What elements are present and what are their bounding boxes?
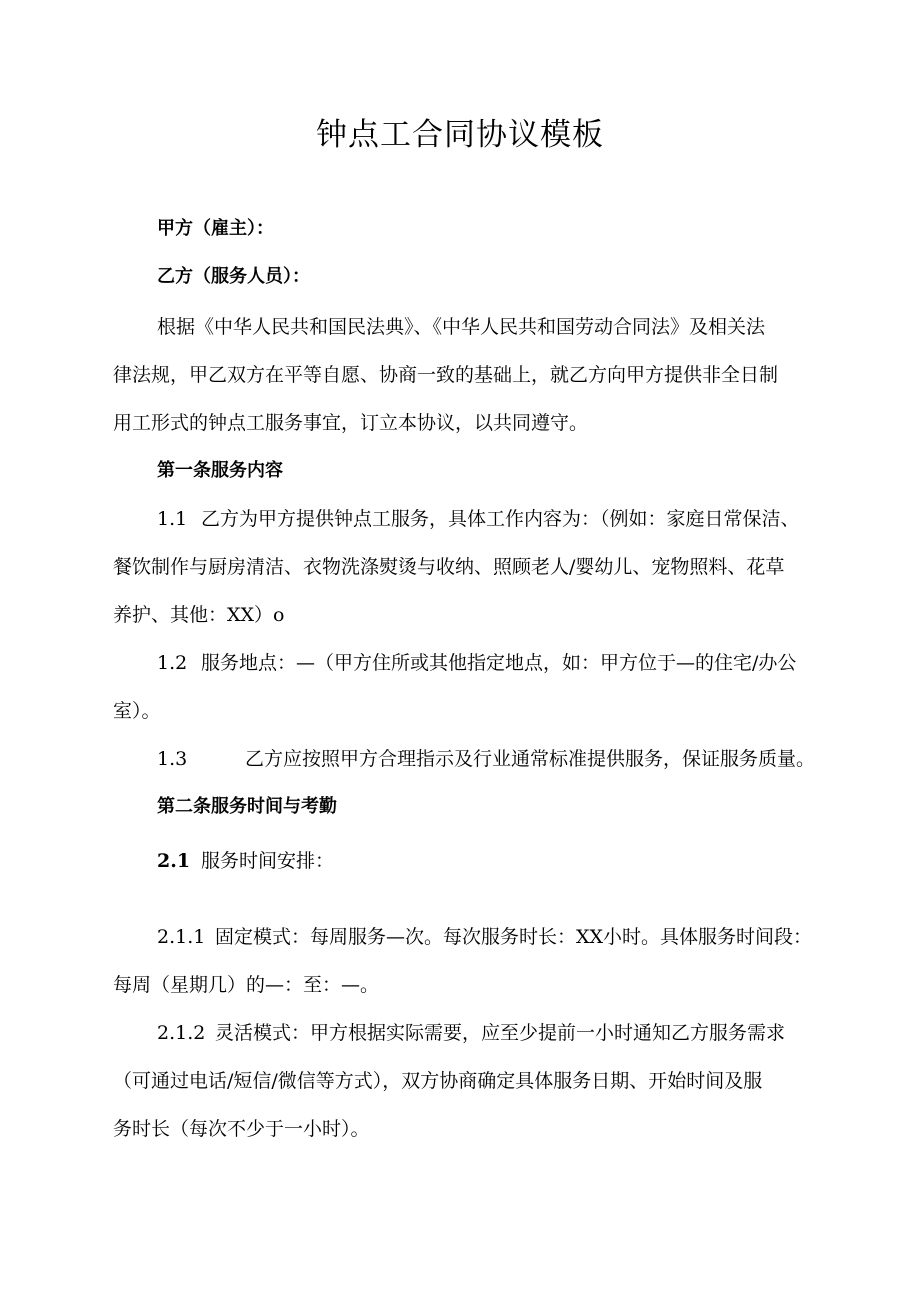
preamble-line: 用工形式的钟点工服务事宜，订立本协议，以共同遵守。 (113, 412, 589, 434)
clause-text: 灵活模式：甲方根据实际需要，应至少提前一小时通知乙方服务需求 (215, 1022, 786, 1044)
clause-2-1 (157, 846, 334, 876)
clause-1-3 (157, 744, 815, 774)
clause-1-2 (157, 648, 796, 678)
clause-text: 服务时间安排： (201, 850, 335, 872)
clause-text: 固定模式：每周服务—次。每次服务时长：XX小时。具体服务时间段： (215, 926, 813, 948)
clause-number: 2.1.2 (157, 1022, 206, 1044)
clause-line: （可通过电话/短信/微信等方式），双方协商确定具体服务日期、开始时间及服 (113, 1070, 763, 1092)
clause-text: 乙方应按照甲方合理指示及行业通常标准提供服务，保证服务质量。 (245, 748, 816, 770)
party-a-label: 甲方（雇主）： (157, 218, 274, 239)
clause-number: 2.1.1 (157, 926, 206, 948)
clause-number: 1.1 (157, 508, 188, 530)
clause-line: 餐饮制作与厨房清洁、衣物洗涤熨烫与收纳、照顾老人/婴幼儿、宠物照料、花草 (113, 556, 785, 578)
preamble-line: 律法规，甲乙双方在平等自愿、协商一致的基础上，就乙方向甲方提供非全日制 (113, 364, 779, 386)
article-2-heading: 第二条服务时间与考勤 (157, 796, 337, 817)
clause-number: 1.2 (157, 652, 188, 674)
clause-text: 乙方为甲方提供钟点工服务，具体工作内容为：（例如：家庭日常保洁、 (201, 508, 800, 530)
clause-2-1-2 (157, 1018, 785, 1048)
party-b-label: 乙方（服务人员）： (157, 266, 310, 287)
clause-text: 服务地点：—（甲方住所或其他指定地点，如：甲方位于—的住宅/办公 (201, 652, 797, 674)
clause-line: 室）。 (113, 700, 161, 722)
clause-line: 每周（星期几）的—：至：—。 (113, 974, 380, 996)
clause-number: 2.1 (157, 850, 191, 872)
document-title: 钟点工合同协议模板 (316, 117, 604, 153)
clause-1-1 (157, 504, 800, 534)
preamble-line: 根据《中华人民共和国民法典》、《中华人民共和国劳动合同法》及相关法 (157, 316, 766, 338)
article-1-heading: 第一条服务内容 (157, 460, 283, 481)
clause-2-1-1 (157, 922, 812, 952)
clause-line: 务时长（每次不少于一小时）。 (113, 1118, 370, 1140)
clause-line: 养护、其他：XX）o (113, 604, 285, 626)
clause-number: 1.3 (157, 748, 188, 770)
